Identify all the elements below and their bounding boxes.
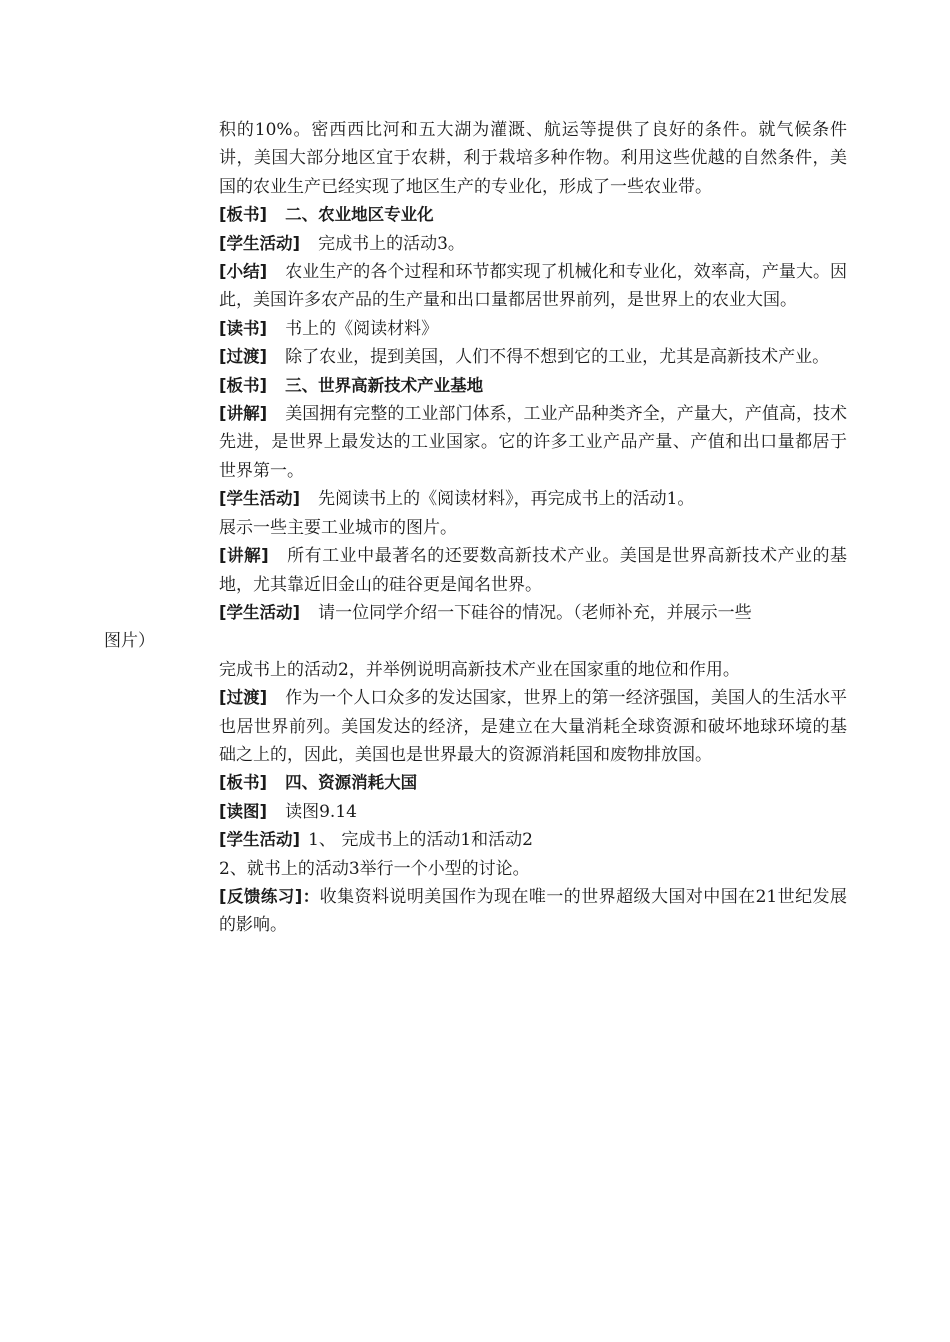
paragraph-text: 完成书上的活动2，并举例说明高新技术产业在国家重的地位和作用。	[219, 659, 740, 680]
paragraph-board-2	[219, 372, 847, 400]
section-tag: [板书]	[219, 205, 268, 225]
section-tag: [板书]	[219, 375, 268, 395]
paragraph-reading	[219, 315, 847, 343]
paragraph-show-pictures	[219, 514, 847, 542]
paragraph-text: 积的10%。密西西比河和五大湖为灌溉、航运等提供了良好的条件。就气候条件讲，美国大部分地区宜于农耕，利于栽培多种作物。利用这些优越的自然条件，美国的农业生产已经实现了地区生产的专业化，形成了一些农业带。	[219, 120, 847, 197]
section-tag: [过渡]	[219, 347, 268, 367]
paragraph-text: 2、就书上的活动3举行一个小型的讨论。	[219, 858, 530, 879]
section-tag: [学生活动]	[219, 602, 301, 622]
paragraph-text: 农业生产的各个过程和环节都实现了机械化和专业化，效率高，产量大。因此，美国许多农产品的生产量和出口量都居世界前列，是世界上的农业大国。	[219, 262, 848, 311]
section-tag: [读图]	[219, 801, 268, 821]
section-tag: [小结]	[219, 262, 268, 282]
paragraph-text: 美国拥有完整的工业部门体系，工业产品种类齐全，产量大，产值高，技术先进，是世界上最发达的工业国家。它的许多工业产品产量、产值和出口量都居于世界第一。	[219, 404, 848, 481]
paragraph-text: 除了农业，提到美国，人们不得不想到它的工业，尤其是高新技术产业。	[285, 347, 830, 368]
paragraph-discussion	[219, 855, 847, 883]
paragraph-activity-2	[219, 656, 847, 684]
section-heading: 二、农业地区专业化	[285, 205, 434, 225]
paragraph-transition-2	[219, 684, 847, 769]
section-tag: [学生活动]	[219, 830, 301, 850]
paragraph-text: 先阅读书上的《阅读材料》，再完成书上的活动1。	[318, 489, 695, 510]
paragraph-board-1	[219, 201, 847, 229]
paragraph-text: 收集资料说明美国作为现在唯一的世界超级大国对中国在21世纪发展的影响。	[219, 886, 847, 936]
paragraph-text: 所有工业中最著名的还要数高新技术产业。美国是世界高新技术产业的基地，尤其靠近旧金山的硅谷更是闻名世界。	[219, 546, 847, 595]
section-heading: 四、资源消耗大国	[285, 773, 418, 793]
paragraph-student-activity-4	[219, 826, 847, 854]
paragraph-text: 作为一个人口众多的发达国家，世界上的第一经济强国，美国人的生活水平也居世界前列。美国发达的经济，是建立在大量消耗全球资源和破坏地球环境的基础之上的，因此，美国也是世界最大的资源消耗国和废物排放国。	[219, 688, 848, 765]
section-tag: [过渡]	[219, 688, 268, 708]
section-tag: [读书]	[219, 318, 268, 338]
paragraph-transition-1	[219, 343, 847, 371]
paragraph-read-figure	[219, 798, 847, 826]
section-tag: [讲解]	[219, 404, 268, 424]
paragraph-student-activity-3	[104, 599, 847, 656]
section-heading: 三、世界高新技术产业基地	[285, 375, 484, 395]
section-tag: [讲解]	[219, 546, 269, 566]
paragraph-text: 完成书上的活动3。	[318, 233, 465, 254]
paragraph-feedback	[219, 883, 847, 940]
paragraph-text: 书上的《阅读材料》	[285, 318, 439, 339]
paragraph-tail: 图片）	[104, 631, 155, 652]
paragraph-summary	[219, 258, 847, 315]
paragraph-explanation-2	[219, 542, 847, 599]
section-tag: [反馈练习]：	[219, 886, 320, 906]
section-tag: [学生活动]	[219, 489, 301, 509]
paragraph-text: 请一位同学介绍一下硅谷的情况。（老师补充，并展示一些	[318, 602, 752, 623]
paragraph-explanation-1	[219, 400, 847, 485]
paragraph-board-3	[219, 769, 847, 797]
lesson-plan-text	[104, 116, 848, 940]
paragraph-student-activity-1	[219, 230, 847, 258]
paragraph-text: 读图9.14	[285, 801, 357, 822]
paragraph-text: 展示一些主要工业城市的图片。	[219, 517, 457, 538]
paragraph-text: 1、 完成书上的活动1和活动2	[308, 830, 533, 851]
section-tag: [板书]	[219, 773, 268, 793]
section-tag: [学生活动]	[219, 233, 301, 253]
paragraph-intro	[219, 116, 847, 201]
paragraph-student-activity-2	[219, 485, 847, 513]
